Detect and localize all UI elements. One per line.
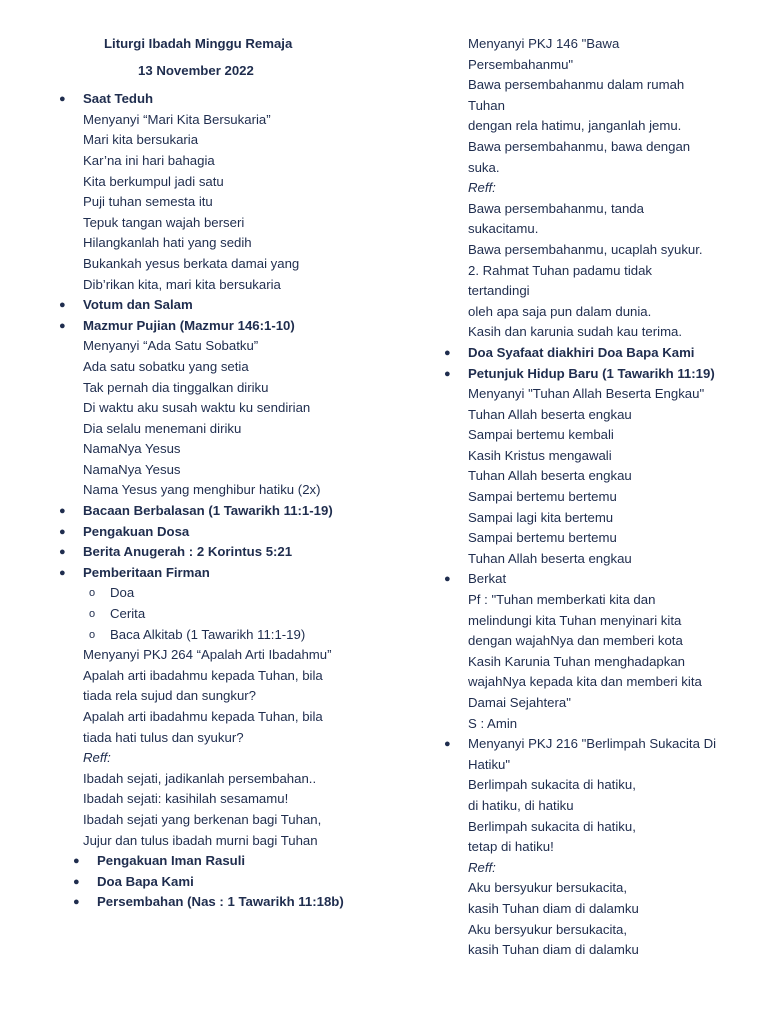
text-line: Tuhan Allah beserta engkau bbox=[468, 550, 632, 566]
refrain-label: Reff: bbox=[468, 180, 496, 196]
sub-item: o Cerita bbox=[55, 604, 415, 625]
text-line: Tuhan bbox=[468, 97, 505, 113]
bullet-icon: ● bbox=[59, 525, 66, 538]
sub-bullet-icon: o bbox=[89, 628, 96, 641]
section-heading: ● Pengakuan Iman Rasuli bbox=[55, 851, 415, 872]
text-line: Persembahanmu" bbox=[468, 56, 574, 72]
text-line: melindungi kita Tuhan menyinari kita bbox=[468, 612, 682, 628]
text-line: Nama Yesus yang menghibur hatiku (2x) bbox=[83, 482, 321, 498]
text-line: di hatiku, di hatiku bbox=[468, 797, 574, 813]
text-line: Kar’na ini hari bahagia bbox=[83, 152, 215, 168]
text-line: kasih Tuhan diam di dalamku bbox=[468, 942, 639, 958]
spacer bbox=[55, 81, 415, 89]
section-heading: ● Menyanyi PKJ 216 "Berlimpah Sukacita Di bbox=[440, 734, 760, 755]
document-date: 13 November 2022 bbox=[138, 62, 254, 78]
text-line: Menyanyi "Tuhan Allah Beserta Engkau" bbox=[468, 386, 705, 402]
text-line: Apalah arti ibadahmu kepada Tuhan, bila bbox=[83, 709, 323, 724]
text-line: Dib’rikan kita, mari kita bersukaria bbox=[83, 276, 281, 292]
text-line: Tak pernah dia tinggalkan diriku bbox=[83, 379, 269, 395]
text-line: Aku bersyukur bersukacita, bbox=[468, 880, 628, 896]
text-line: dengan wajahNya dan memberi kota bbox=[468, 633, 683, 649]
right-column bbox=[440, 34, 760, 961]
section-heading: ● Pengakuan Dosa bbox=[55, 522, 415, 543]
bullet-icon: ● bbox=[444, 738, 451, 751]
text-line: sukacitamu. bbox=[468, 221, 539, 237]
text-line: Dia selalu menemani diriku bbox=[83, 420, 242, 436]
text-line: S : Amin bbox=[468, 715, 518, 731]
text-line: Apalah arti ibadahmu kepada Tuhan, bila bbox=[83, 667, 323, 683]
text-line: NamaNya Yesus bbox=[83, 441, 181, 457]
text-line: Aku bersyukur bersukacita, bbox=[468, 921, 628, 937]
text-line: Hilangkanlah hati yang sedih bbox=[83, 235, 252, 251]
section-heading: ● Berita Anugerah : 2 Korintus 5:21 bbox=[55, 542, 415, 563]
text-line: Mari kita bersukaria bbox=[83, 132, 199, 148]
section-heading: ● Bacaan Berbalasan (1 Tawarikh 11:1-19) bbox=[55, 501, 415, 522]
text-line: Ada satu sobatku yang setia bbox=[83, 358, 249, 374]
section-heading: ● Persembahan (Nas : 1 Tawarikh 11:18b) bbox=[55, 892, 415, 913]
text-line: oleh apa saja pun dalam dunia. bbox=[468, 303, 652, 319]
text-line: Jujur dan tulus ibadah murni bagi Tuhan bbox=[83, 832, 318, 848]
text-line: Berlimpah sukacita di hatiku, bbox=[468, 818, 636, 834]
text-line: wajahNya kepada kita dan memberi kita bbox=[468, 674, 702, 690]
bullet-icon: ● bbox=[73, 896, 80, 909]
bullet-icon: ● bbox=[59, 93, 66, 106]
bullet-icon: ● bbox=[444, 346, 451, 359]
text-line: kasih Tuhan diam di dalamku bbox=[468, 900, 639, 916]
text-line: Sampai bertemu bertemu bbox=[468, 530, 617, 546]
text-line: Ibadah sejati yang berkenan bagi Tuhan, bbox=[83, 811, 322, 827]
bullet-icon: ● bbox=[59, 319, 66, 332]
section-heading: ● Votum dan Salam bbox=[55, 295, 415, 316]
text-line: Tuhan Allah beserta engkau bbox=[468, 468, 632, 484]
text-line: Berlimpah sukacita di hatiku, bbox=[468, 777, 636, 793]
text-line: Sampai bertemu kembali bbox=[468, 427, 614, 443]
text-line: Bawa persembahanmu, ucaplah syukur. bbox=[468, 241, 703, 257]
text-line: Puji tuhan semesta itu bbox=[83, 194, 213, 210]
document-title: Liturgi Ibadah Minggu Remaja bbox=[104, 36, 293, 51]
text-line: Hatiku" bbox=[468, 756, 511, 772]
section-heading: ● Mazmur Pujian (Mazmur 146:1-10) bbox=[55, 316, 415, 337]
text-line: tetap di hatiku! bbox=[468, 839, 554, 855]
bullet-icon: ● bbox=[59, 505, 66, 518]
text-line: 2. Rahmat Tuhan padamu tidak bbox=[468, 262, 653, 278]
text-line: Kita berkumpul jadi satu bbox=[83, 173, 224, 189]
refrain-label: Reff: bbox=[83, 750, 111, 766]
text-line: Pf : "Tuhan memberkati kita dan bbox=[468, 592, 656, 608]
bullet-icon: ● bbox=[444, 367, 451, 380]
bullet-icon: ● bbox=[59, 566, 66, 579]
text-line: Damai Sejahtera" bbox=[468, 695, 571, 710]
text-line: Bawa persembahanmu dalam rumah bbox=[468, 77, 685, 93]
text-line: Menyanyi PKJ 146 "Bawa bbox=[468, 36, 620, 51]
bullet-icon: ● bbox=[59, 299, 66, 312]
text-line: tiada hati tulus dan syukur? bbox=[83, 729, 244, 745]
sub-bullet-icon: o bbox=[89, 587, 96, 600]
sub-item: o Doa bbox=[55, 583, 415, 604]
section-heading: ● Saat Teduh bbox=[55, 89, 415, 110]
bullet-icon: ● bbox=[59, 546, 66, 559]
section-heading: ● Pemberitaan Firman bbox=[55, 563, 415, 584]
text-line: Sampai lagi kita bertemu bbox=[468, 509, 614, 525]
text-line: Tuhan Allah beserta engkau bbox=[468, 406, 632, 422]
text-line: dengan rela hatimu, janganlah jemu. bbox=[468, 118, 682, 134]
text-line: Kasih Karunia Tuhan menghadapkan bbox=[468, 653, 686, 669]
text-line: Bawa persembahanmu, bawa dengan bbox=[468, 138, 691, 154]
section-heading: ● Petunjuk Hidup Baru (1 Tawarikh 11:19) bbox=[440, 364, 760, 385]
text-line: Ibadah sejati: kasihilah sesamamu! bbox=[83, 791, 289, 807]
section-heading: ● Doa Bapa Kami bbox=[55, 872, 415, 893]
text-line: suka. bbox=[468, 159, 500, 175]
left-column bbox=[55, 34, 415, 913]
text-line: Bukankah yesus berkata damai yang bbox=[83, 255, 300, 271]
text-line: Menyanyi PKJ 264 “Apalah Arti Ibadahmu” bbox=[83, 647, 332, 663]
bullet-icon: ● bbox=[73, 875, 80, 888]
bullet-icon: ● bbox=[444, 573, 451, 586]
refrain-label: Reff: bbox=[468, 859, 496, 875]
left-content bbox=[55, 89, 415, 913]
text-line: Ibadah sejati, jadikanlah persembahan.. bbox=[83, 770, 317, 786]
text-line: Kasih dan karunia sudah kau terima. bbox=[468, 324, 683, 340]
text-line: Bawa persembahanmu, tanda bbox=[468, 200, 644, 216]
text-line: Di waktu aku susah waktu ku sendirian bbox=[83, 400, 311, 416]
right-content bbox=[440, 34, 760, 961]
text-line: Menyanyi “Ada Satu Sobatku” bbox=[83, 338, 259, 354]
text-line: Tepuk tangan wajah berseri bbox=[83, 214, 245, 230]
sub-bullet-icon: o bbox=[89, 608, 96, 621]
section-heading: ● Doa Syafaat diakhiri Doa Bapa Kami bbox=[440, 343, 760, 364]
text-line: Menyanyi “Mari Kita Bersukaria” bbox=[83, 111, 271, 127]
section-heading: ● Berkat bbox=[440, 569, 760, 590]
text-line: NamaNya Yesus bbox=[83, 461, 181, 477]
text-line: Kasih Kristus mengawali bbox=[468, 447, 612, 463]
bullet-icon: ● bbox=[73, 855, 80, 868]
text-line: Sampai bertemu bertemu bbox=[468, 489, 617, 505]
sub-item: o Baca Alkitab (1 Tawarikh 11:1-19) bbox=[55, 625, 415, 646]
text-line: tiada rela sujud dan sungkur? bbox=[83, 688, 257, 704]
text-line: tertandingi bbox=[468, 283, 530, 299]
